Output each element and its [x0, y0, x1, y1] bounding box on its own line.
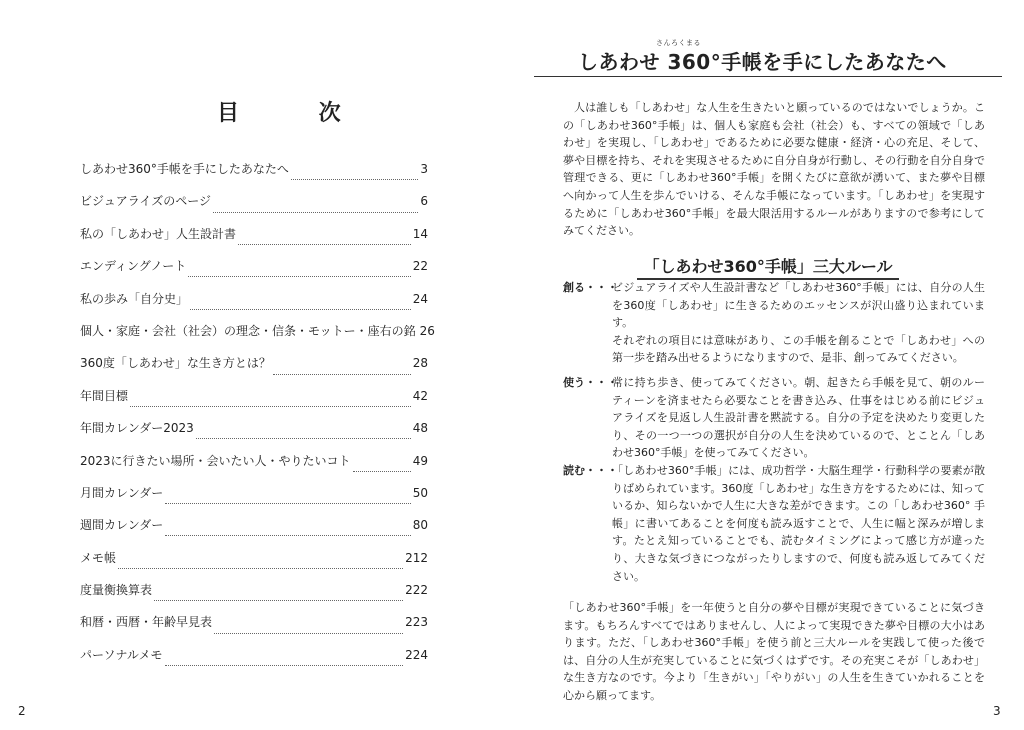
toc-entry-label: 2023に行きたい場所・会いたい人・やりたいコト — [80, 453, 351, 468]
toc-entry — [80, 257, 428, 289]
toc-entry-label: 年間カレンダー2023 — [80, 421, 194, 436]
page-number-right: 3 — [993, 704, 1001, 718]
toc-entry — [80, 387, 428, 419]
toc-title: 目 次 — [217, 101, 377, 126]
toc-leader-dots — [291, 178, 418, 180]
closing-paragraph: 「しあわせ360°手帳」を一年使うと自分の夢や目標が実現できていることに気づきます。もちろんすべてではありませんし、人によって実現できた夢や目標の大小はあります。ただ、「しあわせ360°手帳」を使う前と三大ルールを実践して使った後では、自分の人生が充実していることに気づくはずです。その充実こそが「しあわせ」な生き方なのです。今より「生きがい」「やりがい」の人生を生きていかれることを心から願ってます。 — [563, 601, 985, 702]
rules-heading-text: 「しあわせ360°手帳」三大ルール — [637, 254, 898, 280]
toc-entry-label: 私の「しあわせ」人生設計書 — [80, 226, 237, 241]
toc-leader-dots — [353, 470, 411, 472]
toc-leader-dots — [273, 373, 411, 375]
toc-entry-page: 80 — [412, 518, 428, 533]
toc-entry-page: 26 — [419, 323, 435, 338]
toc-entry-page: 212 — [405, 550, 428, 565]
toc-entry-page: 50 — [412, 485, 428, 500]
toc-entry-label: パーソナルメモ — [80, 647, 163, 662]
toc-entry-label: 週間カレンダー — [80, 518, 164, 533]
rule-text: それぞれの項目には意味があり、この手帳を創ることで「しあわせ」への第一歩を踏み出せるようになりますので、是非、創ってみてください。 — [612, 333, 985, 365]
toc-entry — [80, 419, 428, 451]
toc-entry — [80, 322, 435, 354]
title-ruby: さんろくまる — [656, 39, 701, 47]
toc-entry-label: 年間目標 — [80, 388, 129, 403]
toc-list — [80, 160, 435, 678]
toc-entry — [80, 354, 428, 386]
toc-entry-page: 24 — [412, 291, 428, 306]
toc-entry-label: 360度「しあわせ」な生き方とは？ — [80, 356, 271, 371]
toc-entry-label: 個人・家庭・会社（社会）の理念・信条・モットー・座右の銘 — [80, 323, 416, 338]
toc-entry-page: 3 — [420, 162, 428, 176]
toc-entry-page: 42 — [412, 388, 428, 403]
toc-entry-page: 14 — [412, 226, 428, 241]
toc-entry — [80, 160, 428, 192]
toc-leader-dots — [165, 502, 410, 504]
rule-create — [563, 279, 985, 367]
toc-entry — [80, 290, 428, 322]
rule-label: 創る・・・ — [563, 281, 618, 294]
toc-leader-dots — [165, 664, 404, 666]
toc-entry — [80, 225, 428, 257]
toc-entry-label: メモ帳 — [80, 550, 117, 565]
rule-label: 使う・・・ — [563, 376, 618, 389]
page-title: しあわせ 360°手帳を手にしたあなたへ — [578, 50, 947, 74]
toc-entry-page: 222 — [405, 583, 428, 598]
toc-entry-label: ビジュアライズのページ — [80, 194, 212, 209]
toc-entry — [80, 581, 428, 613]
toc-entry — [80, 549, 428, 581]
toc-leader-dots — [213, 211, 418, 213]
toc-leader-dots — [165, 534, 410, 536]
toc-entry-label: エンディングノート — [80, 259, 187, 274]
toc-entry — [80, 613, 428, 645]
toc-entry-page: 49 — [412, 453, 428, 468]
rules-heading — [512, 254, 1024, 280]
toc-entry — [80, 516, 428, 548]
toc-entry-label: しあわせ360°手帳を手にしたあなたへ — [80, 162, 289, 176]
toc-entry — [80, 452, 428, 484]
toc-entry-label: 私の歩み「自分史」 — [80, 291, 189, 306]
toc-entry — [80, 646, 428, 678]
toc-leader-dots — [188, 275, 411, 277]
toc-leader-dots — [238, 243, 411, 245]
rule-text: 常に持ち歩き、使ってみてください。朝、起きたら手帳を見て、朝のルーティーンを済ませたら必要なことを書き込み、仕事をはじめる前にビジュアライズを見返し人生設計書を黙読する。自分の予定を決めたり変更したり、その一つ一つの選択が自分の人生を決めているので、とことん「しあわせ360°手帳」を使ってみてください。 — [612, 376, 985, 460]
toc-leader-dots — [154, 599, 403, 601]
right-page — [512, 0, 1024, 730]
toc-leader-dots — [118, 567, 403, 569]
toc-entry-page: 6 — [420, 194, 428, 209]
toc-leader-dots — [130, 405, 411, 407]
toc-leader-dots — [196, 437, 411, 439]
toc-entry-page: 223 — [405, 615, 428, 630]
rule-text: 「しあわせ360°手帳」には、成功哲学・大脳生理学・行動科学の要素が散りばめられています。360度「しあわせ」な生き方をするためには、知っているか、知らないかで人生に大きな差ができます。この「しあわせ360° 手帳」に書いてあることを何度も読み返すことで、人生に幅と深みが増します。たとえ知っていることでも、読むタイミングによって感じ方が違ったり、大きな気づきにつながったりしますので、何度も読み返してみてください。 — [612, 464, 985, 583]
toc-entry-label: 月間カレンダー — [80, 485, 164, 500]
toc-entry — [80, 484, 428, 516]
toc-entry-page: 22 — [412, 259, 428, 274]
rule-use — [563, 374, 985, 462]
rule-read — [563, 462, 985, 585]
title-divider — [534, 76, 1002, 77]
toc-entry-label: 度量衡換算表 — [80, 583, 153, 598]
rule-label: 読む・・・ — [563, 464, 618, 477]
toc-entry-page: 28 — [412, 356, 428, 371]
toc-entry-page: 224 — [405, 647, 428, 662]
toc-entry-page: 48 — [412, 421, 428, 436]
toc-entry-label: 和暦・西暦・年齢早見表 — [80, 615, 213, 630]
intro-paragraph: 人は誰しも「しあわせ」な人生を生きたいと願っているのではないでしょうか。この「しあわせ360°手帳」は、個人も家庭も会社（社会）も、すべての領域で「しあわせ」を実現し、「しあわせ」であるために必要な健康・経済・心の充足、そして、夢や目標を持ち、それを実現させるために自分自身が行動し、その行動を自分自身で管理できる、更に「しあわせ360°手帳」を開くたびに意欲が湧いて、また夢や目標へ向かって人生を歩んでいける、そんな手帳になっています。「しあわせ」を実現するために「しあわせ360°手帳」を最大限活用するルールがありますので参考にしてみてください。 — [563, 101, 985, 238]
toc-entry — [80, 192, 428, 224]
page-number-left: 2 — [18, 704, 26, 718]
toc-leader-dots — [190, 308, 411, 310]
toc-leader-dots — [214, 632, 403, 634]
rule-text: ビジュアライズや人生設計書など「しあわせ360°手帳」には、自分の人生を360度「しあわせ」に生きるためのエッセンスが沢山盛り込まれています。 — [612, 281, 985, 330]
